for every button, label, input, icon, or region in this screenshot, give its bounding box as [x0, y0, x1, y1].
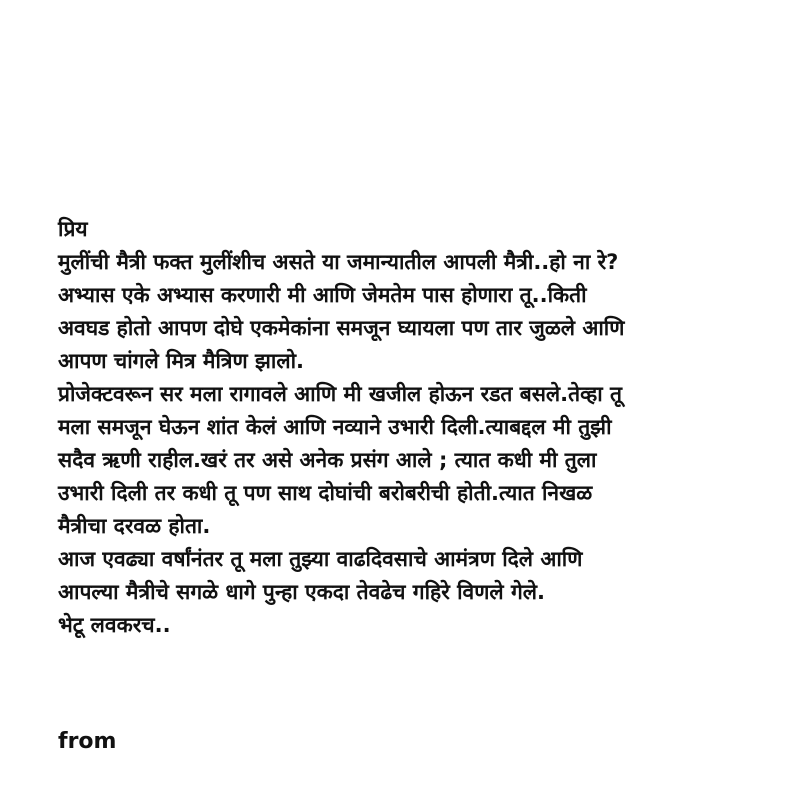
letter-salutation: प्रिय: [58, 217, 88, 241]
letter-line: प्रोजेक्टवरून सर मला रागावले आणि मी खजील होऊन रडत बसले.तेव्हा तू: [58, 382, 623, 406]
letter-line: मैत्रीचा दरवळ होता.: [58, 514, 211, 538]
letter-line: अभ्यास एके अभ्यास करणारी मी आणि जेमतेम पास होणारा तू..किती: [58, 283, 587, 307]
letter-line: उभारी दिली तर कधी तू पण साथ दोघांची बरोबरीची होती.त्यात निखळ: [58, 481, 593, 505]
letter-line: आपण चांगले मित्र मैत्रिण झालो.: [58, 349, 304, 373]
from-label: from: [58, 729, 117, 754]
letter-line: सदैव ऋणी राहील.खरं तर असे अनेक प्रसंग आले ; त्यात कधी मी तुला: [58, 448, 597, 472]
letter-line: आपल्या मैत्रीचे सगळे धागे पुन्हा एकदा तेवढेच गहिरे विणले गेले.: [58, 580, 545, 604]
letter-line: मुलींची मैत्री फक्त मुलींशीच असते या जमान्यातील आपली मैत्री..हो ना रे?: [58, 250, 619, 274]
letter-line: अवघड होतो आपण दोघे एकमेकांना समजून घ्यायला पण तार जुळले आणि: [58, 316, 625, 340]
letter-body: [58, 213, 758, 642]
letter-line: भेटू लवकरच..: [58, 613, 171, 637]
letter-line: आज एवढ्या वर्षांनंतर तू मला तुझ्या वाढदिवसाचे आमंत्रण दिले आणि: [58, 547, 583, 571]
letter-line: मला समजून घेऊन शांत केलं आणि नव्याने उभारी दिली.त्याबद्दल मी तुझी: [58, 415, 612, 439]
